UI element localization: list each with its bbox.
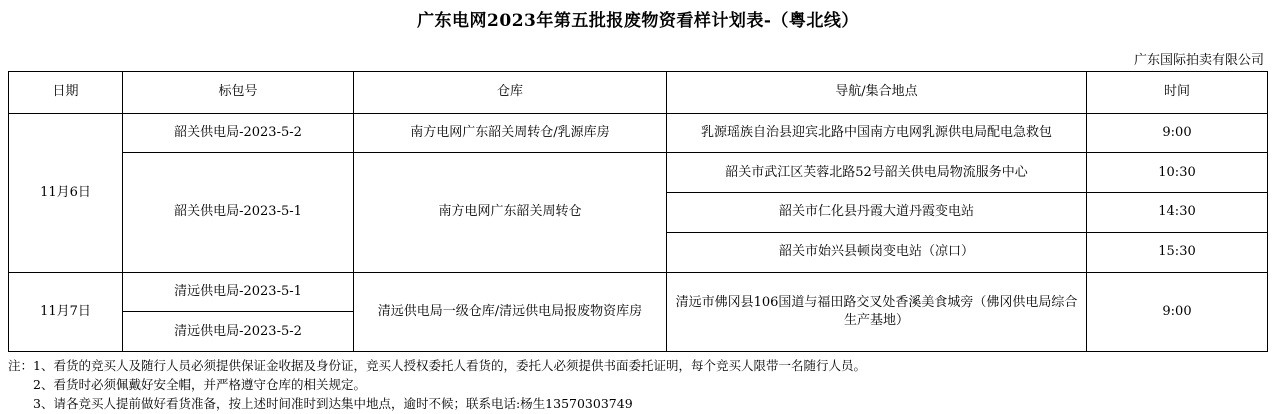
table-row bbox=[9, 113, 1268, 153]
note-line: 注：1、看货的竞买人及随行人员必须提供保证金收据及身份证，竞买人授权委托人看货的，委托人必须提供书面委托证明，每个竞买人限带一名随行人员。 bbox=[8, 358, 866, 373]
table-row bbox=[9, 272, 1268, 312]
location-cell: 韶关市仁化县丹霞大道丹霞变电站 bbox=[667, 193, 1087, 233]
time-cell: 10:30 bbox=[1087, 153, 1268, 193]
time-cell: 15:30 bbox=[1087, 232, 1268, 272]
location-cell: 韶关市始兴县顿岗变电站（凉口） bbox=[667, 232, 1087, 272]
time-cell: 9:00 bbox=[1087, 272, 1268, 351]
location-cell: 乳源瑶族自治县迎宾北路中国南方电网乳源供电局配电急救包 bbox=[667, 113, 1087, 153]
page-title: 广东电网2023年第五批报废物资看样计划表-（粤北线） bbox=[417, 11, 859, 31]
table-header-row bbox=[9, 72, 1268, 114]
date-cell: 11月6日 bbox=[9, 113, 123, 272]
header-location: 导航/集合地点 bbox=[667, 72, 1087, 114]
note-line: 2、看货时必须佩戴好安全帽，并严格遵守仓库的相关规定。 bbox=[33, 377, 366, 392]
location-cell: 韶关市武江区芙蓉北路52号韶关供电局物流服务中心 bbox=[667, 153, 1087, 193]
time-cell: 14:30 bbox=[1087, 193, 1268, 233]
table-row bbox=[9, 153, 1268, 193]
location-cell: 清远市佛冈县106国道与福田路交叉处香溪美食城旁（佛冈供电局综合生产基地） bbox=[667, 272, 1087, 351]
warehouse-cell: 南方电网广东韶关周转仓/乳源库房 bbox=[354, 113, 667, 153]
schedule-table bbox=[8, 71, 1268, 352]
header-date: 日期 bbox=[9, 72, 123, 114]
package-cell: 清远供电局-2023-5-1 bbox=[123, 272, 354, 312]
package-cell: 清远供电局-2023-5-2 bbox=[123, 312, 354, 352]
date-cell: 11月7日 bbox=[9, 272, 123, 351]
header-time: 时间 bbox=[1087, 72, 1268, 114]
note-line: 3、请各竞买人提前做好看货准备，按上述时间准时到达集中地点，逾时不候；联系电话:杨生13570303749 bbox=[33, 396, 633, 411]
package-cell: 韶关供电局-2023-5-1 bbox=[123, 153, 354, 272]
warehouse-cell: 清远供电局一级仓库/清远供电局报废物资库房 bbox=[354, 272, 667, 351]
time-cell: 9:00 bbox=[1087, 113, 1268, 153]
package-cell: 韶关供电局-2023-5-2 bbox=[123, 113, 354, 153]
header-package: 标包号 bbox=[123, 72, 354, 114]
header-warehouse: 仓库 bbox=[354, 72, 667, 114]
warehouse-cell: 南方电网广东韶关周转仓 bbox=[354, 153, 667, 272]
company-name: 广东国际拍卖有限公司 bbox=[1133, 53, 1264, 68]
